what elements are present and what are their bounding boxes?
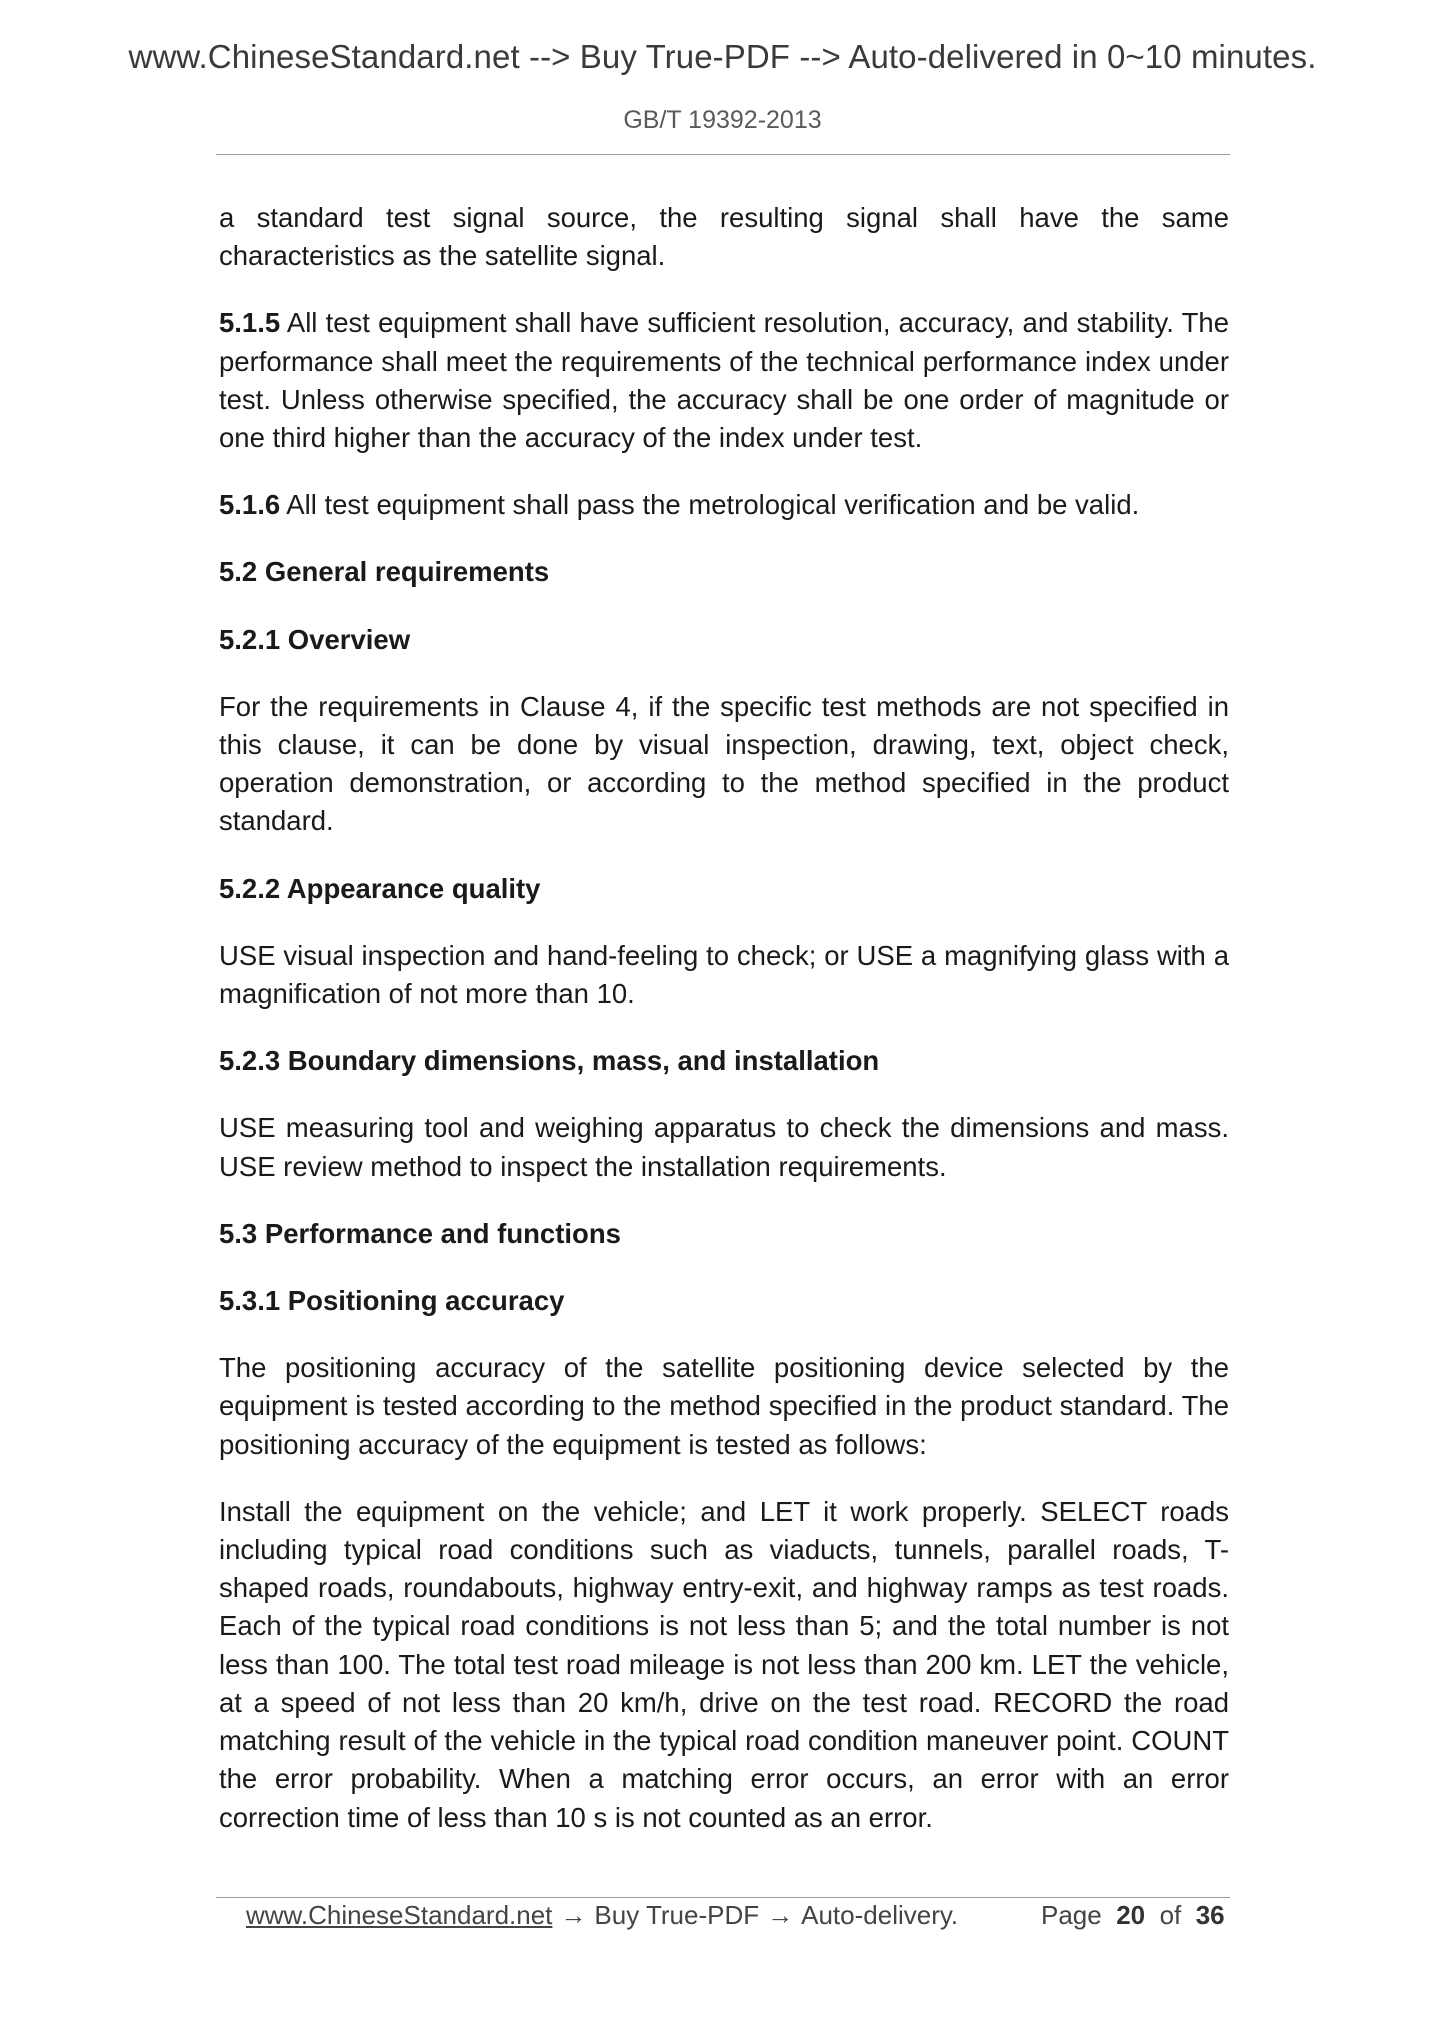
heading-5-2-3: 5.2.3 Boundary dimensions, mass, and installation [219, 1045, 880, 1077]
clause-number: 5.1.6 [219, 489, 281, 521]
footer-promo [246, 1900, 958, 1931]
arrow-right-icon: → [560, 1900, 587, 1930]
clause-number: 5.1.5 [219, 307, 281, 339]
of-label: of [1159, 1900, 1182, 1930]
heading-5-2-2: 5.2.2 Appearance quality [219, 872, 541, 904]
page-footer [0, 1900, 1445, 1940]
page-indicator [1041, 1900, 1225, 1931]
top-banner: www.ChineseStandard.net --> Buy True-PDF --> Auto-delivered in 0~10 minutes. [128, 38, 1317, 75]
paragraph-5-3-1-b: Install the equipment on the vehicle; and LET it work properly. SELECT roads including typical road conditions such as viaducts, tunnels, parallel roads, T-shaped roads, roundabouts, highway entry-exit, and highway ramps as test roads. Each of the typical road conditions is not less than 5; and the total number is not less than 100. The total test road mileage is not less than 200 km. LET the vehicle, at a speed of not less than 20 km/h, drive on the test road. RECORD the road matching result of the vehicle in the typical road condition maneuver point. COUNT the error probability. When a matching error occurs, an error with an error correction time of less than 10 s is not counted as an error. [219, 1495, 1229, 1833]
footer-delivery-text: Auto-delivery. [801, 1900, 959, 1930]
paragraph-5-3-1-a: The positioning accuracy of the satellite positioning device selected by the equipment is tested according to the method specified in the product standard. The positioning accuracy of the equipment is tested as follows: [219, 1352, 1229, 1460]
heading-5-2: 5.2 General requirements [219, 556, 550, 588]
heading-5-3: 5.3 Performance and functions [219, 1217, 621, 1249]
paragraph-5-2-1: For the requirements in Clause 4, if the specific test methods are not specified in this clause, it can be done by visual inspection, drawing, text, object check, operation demonstration, or according to the method specified in the product standard. [219, 690, 1229, 837]
header-divider [216, 154, 1230, 155]
paragraph-5-2-2: USE visual inspection and hand-feeling to check; or USE a magnifying glass with a magnification of not more than 10. [219, 939, 1229, 1010]
clause-text: All test equipment shall pass the metrological verification and be valid. [280, 489, 1140, 521]
footer-buy-text: Buy True-PDF [594, 1900, 760, 1930]
page-number: 20 [1116, 1900, 1146, 1930]
clause-text: All test equipment shall have sufficient resolution, accuracy, and stability. The performance shall meet the requirements of the technical performance index under test. Unless otherwise specified, the accuracy shall be one order of magnitude or one third higher than the accuracy of the index under test. [219, 307, 1229, 454]
footer-divider [216, 1897, 1230, 1898]
arrow-right-icon: → [767, 1900, 794, 1930]
heading-5-3-1: 5.3.1 Positioning accuracy [219, 1285, 565, 1317]
paragraph-5-2-3: USE measuring tool and weighing apparatus to check the dimensions and mass. USE review method to inspect the installation requirements. [219, 1112, 1229, 1182]
heading-5-2-1: 5.2.1 Overview [219, 623, 411, 655]
clause-5-1-6 [219, 486, 1229, 524]
page-label: Page [1041, 1900, 1102, 1930]
page-content [219, 199, 1229, 1866]
site-link[interactable]: www.ChineseStandard.net [246, 1900, 553, 1930]
clause-5-1-5 [219, 304, 1229, 457]
document-code: GB/T 19392-2013 [623, 106, 822, 134]
total-pages: 36 [1195, 1900, 1225, 1930]
paragraph-intro: a standard test signal source, the resulting signal shall have the same characteristics as the satellite signal. [219, 202, 1229, 272]
